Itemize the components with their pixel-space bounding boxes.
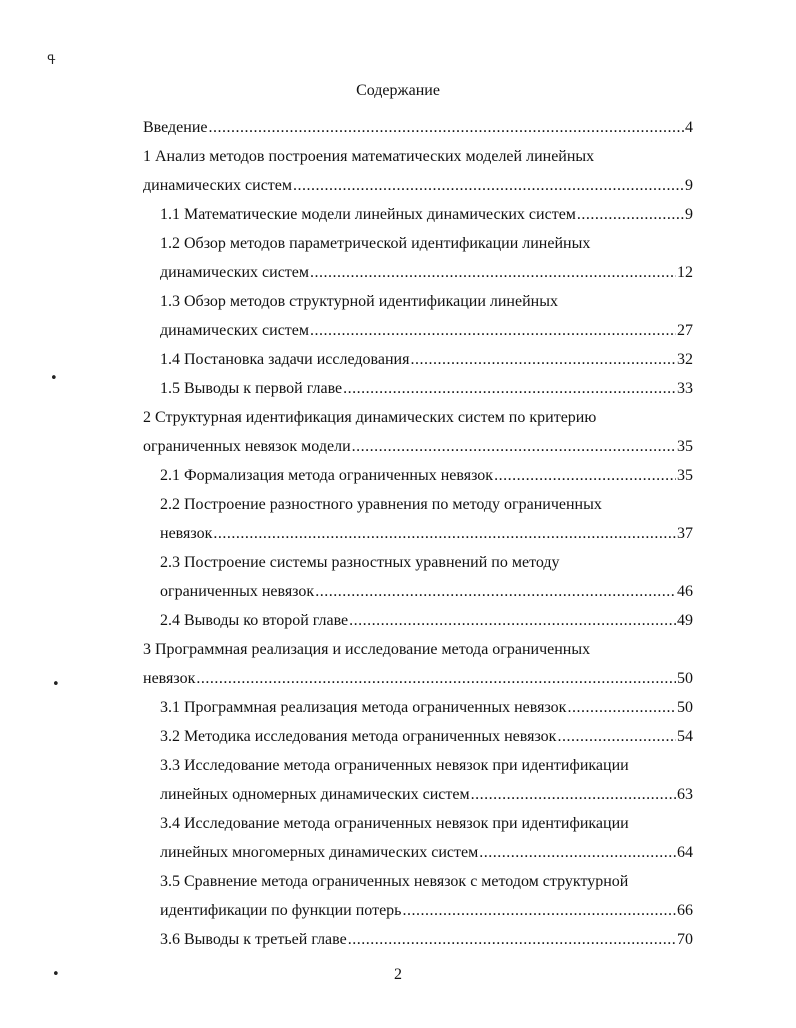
toc-entry-line <box>143 175 693 197</box>
toc-entry-line <box>160 552 693 574</box>
toc-dot-leader <box>293 175 684 197</box>
toc-entry-line <box>143 639 693 661</box>
toc-dot-leader <box>213 523 676 545</box>
scan-speck: • <box>52 967 60 982</box>
toc-page-number: 50 <box>677 699 693 716</box>
toc-entry-line <box>160 813 693 835</box>
toc-page-number: 63 <box>677 786 693 803</box>
toc-entry-line <box>160 494 693 516</box>
page-number: 2 <box>394 966 402 983</box>
toc-dot-leader <box>410 349 676 371</box>
toc-entry-text: 1 Анализ методов построения математических моделей линейных <box>143 148 595 165</box>
toc-entry-line <box>160 697 693 719</box>
toc-entry-text: ограниченных невязок <box>160 583 315 600</box>
toc-dot-leader <box>557 726 676 748</box>
toc-dot-leader <box>348 929 676 951</box>
toc-entry-text: 1.4 Постановка задачи исследования <box>160 351 410 368</box>
toc-dot-leader <box>567 697 676 719</box>
toc-entry-text: 1.3 Обзор методов структурной идентификации линейных <box>160 293 558 310</box>
toc-entry-line <box>160 320 693 342</box>
toc-page-number: 46 <box>677 583 693 600</box>
toc-page-number: 12 <box>677 264 693 281</box>
toc-page-number: 32 <box>677 351 693 368</box>
toc-entry-line <box>160 726 693 748</box>
toc-page-number: 33 <box>677 380 693 397</box>
toc-entry-line <box>143 436 693 458</box>
toc-entry-text: 2.1 Формализация метода ограниченных невязок <box>160 467 494 484</box>
toc-page-number: 9 <box>685 177 693 194</box>
toc-page-number: 70 <box>677 931 693 948</box>
toc-page-number: 66 <box>677 902 693 919</box>
toc-page-number: 50 <box>677 670 693 687</box>
toc-dot-leader <box>479 842 676 864</box>
toc-page-number: 35 <box>677 467 693 484</box>
toc-entry-text: 2 Структурная идентификация динамических систем по критерию <box>143 409 597 426</box>
toc-entry-line <box>160 291 693 313</box>
toc-page-number: 37 <box>677 525 693 542</box>
toc-page-number: 9 <box>685 206 693 223</box>
toc-dot-leader <box>349 610 676 632</box>
toc-entry-line <box>160 233 693 255</box>
toc-dot-leader <box>494 465 676 487</box>
toc-entry-line <box>160 378 693 400</box>
toc-dot-leader <box>577 204 684 226</box>
toc-entry-line <box>160 349 693 371</box>
toc-entry-text: 3.5 Сравнение метода ограниченных невязок с методом структурной <box>160 873 629 890</box>
toc-entry-line <box>143 146 693 168</box>
toc-entry-line <box>143 407 693 429</box>
toc-entry-line <box>160 784 693 806</box>
toc-page-number: 49 <box>677 612 693 629</box>
toc-entry-text: невязок <box>160 525 213 542</box>
toc-entry-text: 1.5 Выводы к первой главе <box>160 380 343 397</box>
toc-entry-text: 3.3 Исследование метода ограниченных невязок при идентификации <box>160 757 629 774</box>
toc-entry-line <box>160 262 693 284</box>
toc-entry-text: 3.2 Методика исследования метода ограниченных невязок <box>160 728 557 745</box>
toc-entry-text: 1.1 Математические модели линейных динамических систем <box>160 206 576 223</box>
toc-entry-line <box>160 871 693 893</box>
toc-entry-text: 2.4 Выводы ко второй главе <box>160 612 349 629</box>
toc-entry-text: динамических систем <box>160 322 310 339</box>
toc-entry-line <box>160 755 693 777</box>
toc-entry-text: 3.1 Программная реализация метода ограниченных невязок <box>160 699 567 716</box>
toc-dot-leader <box>402 900 676 922</box>
toc-entry-text: линейных многомерных динамических систем <box>160 844 479 861</box>
scan-speck: • <box>52 677 60 692</box>
toc-dot-leader <box>209 117 685 139</box>
toc-entry-line <box>160 900 693 922</box>
toc-entry-text: идентификации по функции потерь <box>160 902 402 919</box>
toc-page-number: 27 <box>677 322 693 339</box>
scan-speck: ߟ <box>47 53 57 68</box>
toc-entry-text: 3.4 Исследование метода ограниченных невязок при идентификации <box>160 815 629 832</box>
toc-dot-leader <box>343 378 676 400</box>
toc-entry-text: невязок <box>143 670 196 687</box>
toc-entry-line <box>160 610 693 632</box>
toc-entry-text: 3.6 Выводы к третьей главе <box>160 931 347 948</box>
toc-entry-text: линейных одномерных динамических систем <box>160 786 470 803</box>
toc-dot-leader <box>352 436 676 458</box>
toc-dot-leader <box>310 262 676 284</box>
toc-entry-line <box>160 842 693 864</box>
toc-entry-line <box>160 929 693 951</box>
toc-entry-line <box>143 117 693 139</box>
toc-dot-leader <box>471 784 676 806</box>
toc-entry-text: динамических систем <box>143 177 293 194</box>
toc-entry-line <box>160 465 693 487</box>
toc-entry-text: ограниченных невязок модели <box>143 438 351 455</box>
toc-page-number: 54 <box>677 728 693 745</box>
toc-entry-text: 2.2 Построение разностного уравнения по методу ограниченных <box>160 496 602 513</box>
toc-entry-text: 3 Программная реализация и исследование метода ограниченных <box>143 641 591 658</box>
toc-entry-text: Введение <box>143 119 208 136</box>
toc-dot-leader <box>315 581 676 603</box>
scan-speck: • <box>50 371 58 386</box>
toc-page-number: 64 <box>677 844 693 861</box>
toc-entry-text: 2.3 Построение системы разностных уравнений по методу <box>160 554 560 571</box>
toc-dot-leader <box>310 320 676 342</box>
toc-page-number: 4 <box>685 119 693 136</box>
toc-page-number: 35 <box>677 438 693 455</box>
toc-entry-line <box>160 204 693 226</box>
page-title: Содержание <box>356 82 440 99</box>
toc-dot-leader <box>196 668 676 690</box>
toc-entry-line <box>160 523 693 545</box>
toc-entry-line <box>143 668 693 690</box>
toc-entry-text: 1.2 Обзор методов параметрической идентификации линейных <box>160 235 591 252</box>
toc-entry-text: динамических систем <box>160 264 310 281</box>
toc-entry-line <box>160 581 693 603</box>
